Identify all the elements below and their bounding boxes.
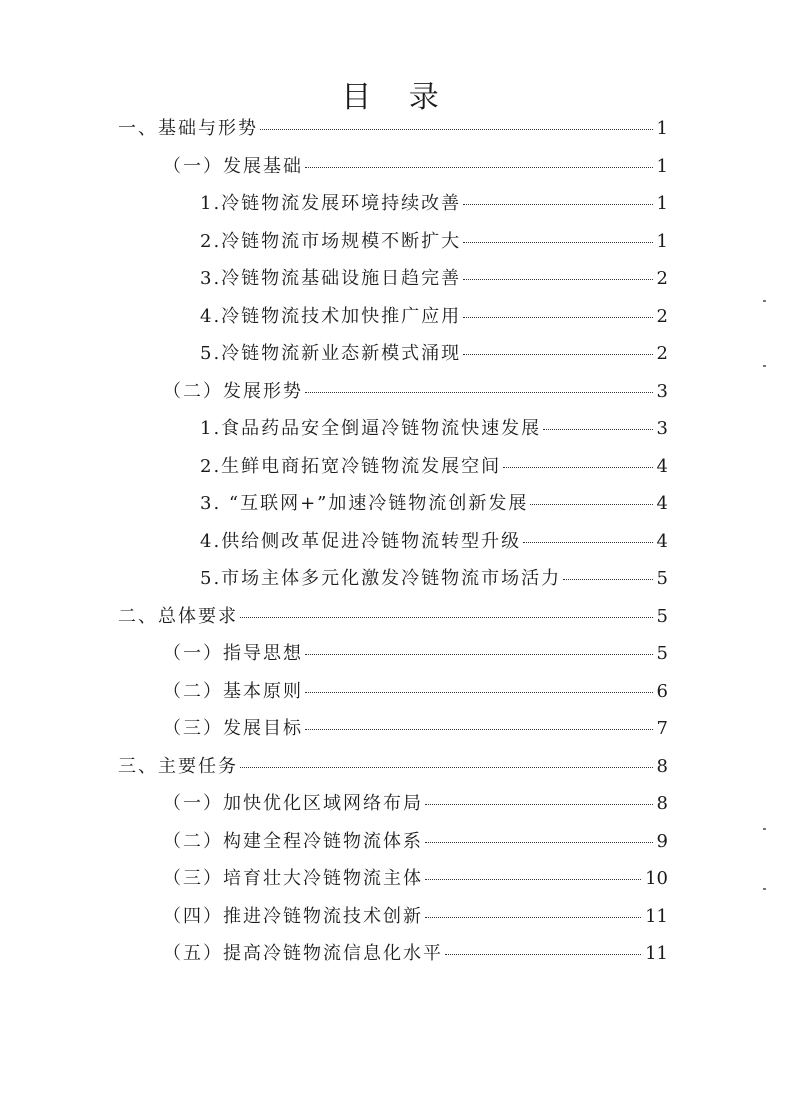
toc-entry-label: （三）培育壮大冷链物流主体 bbox=[163, 868, 423, 889]
toc-entry-label: 一、基础与形势 bbox=[118, 118, 258, 139]
toc-dot-leader bbox=[305, 729, 653, 730]
toc-entry[interactable] bbox=[200, 227, 668, 255]
toc-entry-label: 二、总体要求 bbox=[118, 605, 238, 627]
toc-entry[interactable] bbox=[163, 902, 668, 930]
toc-entry-label: （一）加快优化区域网络布局 bbox=[163, 793, 423, 814]
toc-entry[interactable] bbox=[163, 939, 668, 967]
toc-entry-label: 4.供给侧改革促进冷链物流转型升级 bbox=[200, 530, 522, 552]
toc-dot-leader bbox=[463, 279, 652, 280]
toc-entry[interactable] bbox=[200, 527, 668, 555]
toc-entry-label: （二）发展形势 bbox=[163, 380, 303, 402]
scan-speck bbox=[763, 300, 766, 302]
toc-entry-label: 1.食品药品安全倒逼冷链物流快速发展 bbox=[200, 418, 542, 439]
toc-dot-leader bbox=[463, 354, 652, 355]
page-title: 目 录 bbox=[341, 80, 453, 115]
toc-entry[interactable] bbox=[163, 789, 668, 817]
toc-entry-label: （一）发展基础 bbox=[163, 155, 303, 177]
toc-dot-leader bbox=[305, 167, 653, 168]
toc-entry[interactable] bbox=[163, 152, 668, 180]
toc-entry[interactable] bbox=[200, 489, 668, 517]
toc-entry[interactable] bbox=[163, 377, 668, 405]
toc-entry-page-number: 5 bbox=[656, 605, 668, 627]
toc-entry-page-number: 7 bbox=[656, 718, 668, 739]
toc-entry-page-number: 3 bbox=[656, 380, 668, 402]
toc-entry[interactable] bbox=[200, 414, 668, 442]
toc-dot-leader bbox=[305, 692, 653, 693]
toc-dot-leader bbox=[425, 804, 653, 805]
toc-entry-page-number: 4 bbox=[656, 493, 668, 514]
toc-entry[interactable] bbox=[163, 864, 668, 892]
toc-entry-label: 4.冷链物流技术加快推广应用 bbox=[200, 305, 462, 327]
toc-entry-label: （二）构建全程冷链物流体系 bbox=[163, 830, 423, 852]
toc-entry-label: （二）基本原则 bbox=[163, 680, 303, 702]
toc-entry-page-number: 5 bbox=[656, 643, 668, 664]
toc-entry-label: （一）指导思想 bbox=[163, 643, 303, 664]
toc-entry-page-number: 9 bbox=[656, 830, 668, 852]
toc-dot-leader bbox=[425, 879, 641, 880]
toc-entry-page-number: 10 bbox=[645, 868, 668, 889]
toc-entry-label: （四）推进冷链物流技术创新 bbox=[163, 905, 423, 927]
toc-entry[interactable] bbox=[163, 714, 668, 742]
toc-entry-label: 5.市场主体多元化激发冷链物流市场活力 bbox=[200, 568, 562, 589]
toc-dot-leader bbox=[240, 767, 653, 768]
toc-dot-leader bbox=[305, 392, 653, 393]
toc-entry-page-number: 5 bbox=[656, 568, 668, 589]
toc-dot-leader bbox=[563, 579, 652, 580]
toc-entry-label: 1.冷链物流发展环境持续改善 bbox=[200, 193, 462, 214]
toc-entry[interactable] bbox=[200, 452, 668, 480]
toc-dot-leader bbox=[543, 429, 652, 430]
toc-entry-page-number: 8 bbox=[656, 755, 668, 777]
toc-entry[interactable] bbox=[200, 302, 668, 330]
toc-entry[interactable] bbox=[200, 264, 668, 292]
toc-entry-label: 5.冷链物流新业态新模式涌现 bbox=[200, 343, 462, 364]
toc-dot-leader bbox=[425, 842, 653, 843]
toc-entry-label: 2.生鲜电商拓宽冷链物流发展空间 bbox=[200, 455, 502, 477]
toc-entry-label: 3. “互联网+”加速冷链物流创新发展 bbox=[200, 493, 529, 514]
toc-dot-leader bbox=[305, 654, 653, 655]
toc-entry[interactable] bbox=[118, 602, 668, 630]
toc-entry-page-number: 1 bbox=[656, 193, 668, 214]
toc-dot-leader bbox=[463, 242, 652, 243]
toc-dot-leader bbox=[463, 317, 652, 318]
toc-entry-page-number: 2 bbox=[656, 268, 668, 289]
scan-speck bbox=[763, 888, 766, 890]
toc-entry[interactable] bbox=[200, 189, 668, 217]
toc-entry-page-number: 1 bbox=[656, 230, 668, 252]
toc-entry-page-number: 4 bbox=[656, 530, 668, 552]
scan-speck bbox=[763, 365, 766, 367]
toc-dot-leader bbox=[425, 917, 641, 918]
toc-entry-page-number: 2 bbox=[656, 305, 668, 327]
toc-entry-page-number: 1 bbox=[656, 118, 668, 139]
toc-entry-label: （三）发展目标 bbox=[163, 718, 303, 739]
toc-entry[interactable] bbox=[163, 827, 668, 855]
toc-dot-leader bbox=[523, 542, 652, 543]
toc-entry-page-number: 3 bbox=[656, 418, 668, 439]
toc-entry-page-number: 6 bbox=[656, 680, 668, 702]
toc-entry[interactable] bbox=[118, 114, 668, 142]
toc-entry[interactable] bbox=[118, 752, 668, 780]
toc-entry[interactable] bbox=[200, 339, 668, 367]
toc-entry[interactable] bbox=[163, 639, 668, 667]
toc-entry[interactable] bbox=[163, 677, 668, 705]
toc-dot-leader bbox=[530, 504, 652, 505]
toc-entry-page-number: 8 bbox=[656, 793, 668, 814]
toc-dot-leader bbox=[503, 467, 652, 468]
toc-entry-label: （五）提高冷链物流信息化水平 bbox=[163, 943, 443, 964]
toc-dot-leader bbox=[240, 617, 653, 618]
toc-dot-leader bbox=[463, 204, 652, 205]
toc-entry-page-number: 2 bbox=[656, 343, 668, 364]
toc-entry-page-number: 1 bbox=[656, 155, 668, 177]
toc-dot-leader bbox=[445, 954, 641, 955]
toc-entry[interactable] bbox=[200, 564, 668, 592]
toc-entry-page-number: 11 bbox=[645, 905, 668, 927]
scan-speck bbox=[763, 828, 766, 830]
toc-entry-label: 3.冷链物流基础设施日趋完善 bbox=[200, 268, 462, 289]
toc-entry-page-number: 4 bbox=[656, 455, 668, 477]
toc-entry-label: 2.冷链物流市场规模不断扩大 bbox=[200, 230, 462, 252]
toc-entry-page-number: 11 bbox=[645, 943, 668, 964]
toc-entry-label: 三、主要任务 bbox=[118, 755, 238, 777]
toc-dot-leader bbox=[260, 129, 653, 130]
